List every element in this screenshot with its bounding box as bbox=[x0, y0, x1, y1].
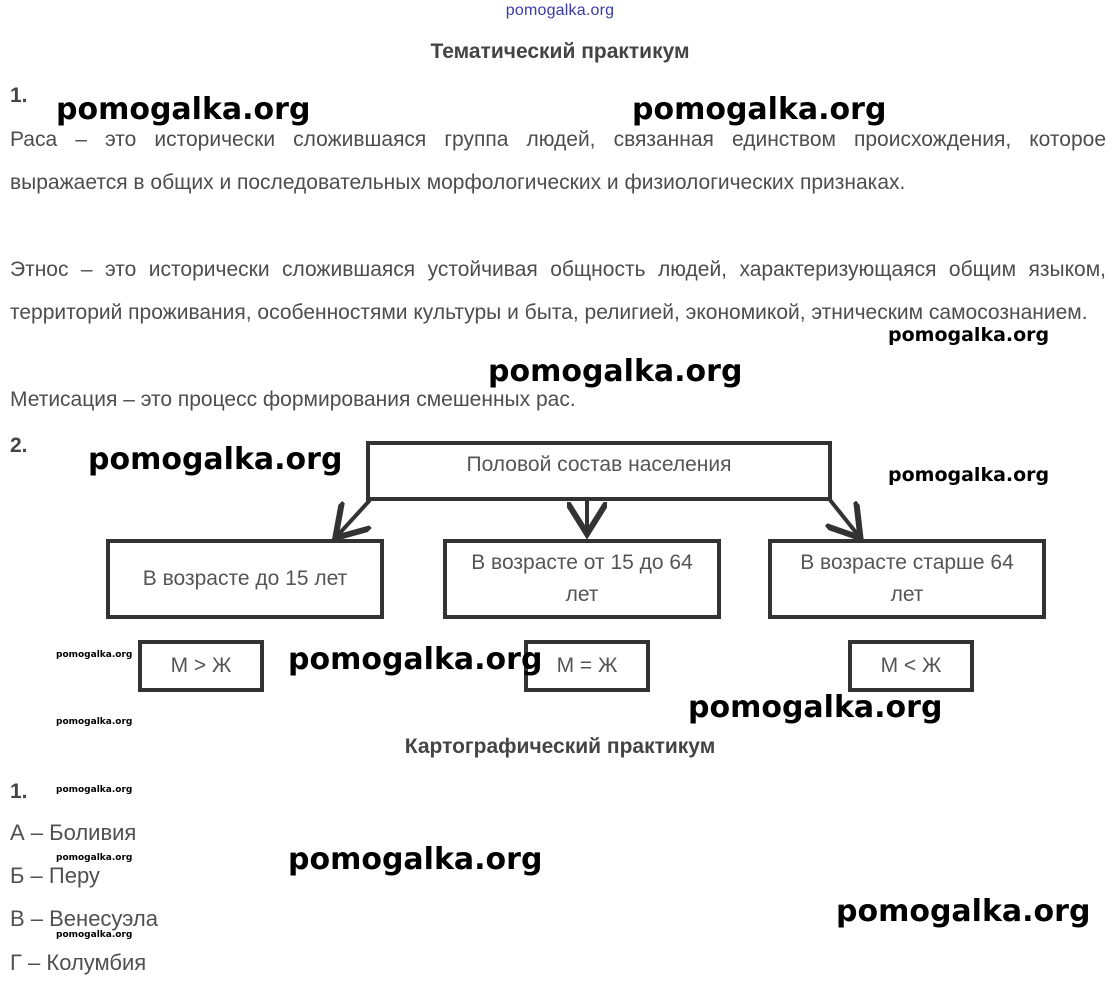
definition-metisation: Метисация – это процесс формирования смешенных рас. bbox=[10, 388, 576, 411]
map-answer-g: Г – Колумбия bbox=[10, 950, 147, 975]
ratio-15-64-box bbox=[524, 640, 650, 692]
age-group-15-64-label: В возрасте от 15 до 64 лет bbox=[471, 551, 693, 606]
watermark: pomogalka.org bbox=[56, 717, 133, 727]
map-answer-b: Б – Перу bbox=[10, 863, 100, 888]
age-group-over-64-box bbox=[768, 539, 1046, 619]
cartographic-title: Картографический практикум bbox=[404, 735, 716, 758]
watermark: pomogalka.org bbox=[836, 894, 1091, 929]
watermark: pomogalka.org bbox=[488, 354, 743, 389]
thematic-q2-number: 2. bbox=[10, 434, 28, 457]
ratio-15-64: М = Ж bbox=[556, 654, 618, 677]
cartographic-q1-number: 1. bbox=[10, 780, 28, 803]
watermark: pomogalka.org bbox=[288, 642, 543, 677]
watermark: pomogalka.org bbox=[56, 92, 311, 127]
map-answer-v: В – Венесуэла bbox=[10, 906, 158, 931]
watermark: pomogalka.org bbox=[888, 464, 1050, 486]
age-group-15-64-box bbox=[443, 539, 721, 619]
header-watermark: pomogalka.org bbox=[505, 2, 615, 19]
watermark: pomogalka.org bbox=[632, 92, 887, 127]
ratio-over-64: М < Ж bbox=[880, 654, 942, 677]
thematic-title: Тематический практикум bbox=[430, 40, 690, 63]
watermark: pomogalka.org bbox=[56, 785, 133, 795]
age-group-under-15-box bbox=[106, 539, 384, 619]
map-answer-a: А – Боливия bbox=[10, 820, 137, 845]
watermark: pomogalka.org bbox=[56, 930, 133, 940]
diagram-root-label: Половой состав населения bbox=[466, 453, 732, 476]
ratio-over-64-box bbox=[848, 640, 974, 692]
watermark: pomogalka.org bbox=[88, 442, 343, 477]
watermark: pomogalka.org bbox=[56, 853, 133, 863]
arrow-to-under-15 bbox=[338, 500, 370, 535]
watermark: pomogalka.org bbox=[56, 650, 133, 660]
age-group-over-64-label: В возрасте старше 64 лет bbox=[800, 551, 1014, 606]
definition-race: Раса – это исторически сложившаяся группа людей, связанная единством происхождения, которое выражается в общих и последовательных морфологических и физиологических признаках. bbox=[10, 128, 1106, 194]
thematic-q1-number: 1. bbox=[10, 84, 28, 107]
diagram-root-box bbox=[366, 441, 832, 501]
ratio-under-15-box bbox=[138, 640, 264, 692]
watermark: pomogalka.org bbox=[288, 842, 543, 877]
watermark: pomogalka.org bbox=[688, 690, 943, 725]
definition-ethnos: Этнос – это исторически сложившаяся устойчивая общность людей, характеризующаяся общим языком, территорий проживания, особенностями культуры и быта, религией, экономикой, этническим самосознанием. bbox=[10, 258, 1106, 324]
age-group-under-15-label: В возрасте до 15 лет bbox=[142, 567, 348, 590]
watermark: pomogalka.org bbox=[888, 324, 1050, 346]
ratio-under-15: М > Ж bbox=[170, 654, 232, 677]
arrow-to-over-64 bbox=[830, 500, 858, 535]
